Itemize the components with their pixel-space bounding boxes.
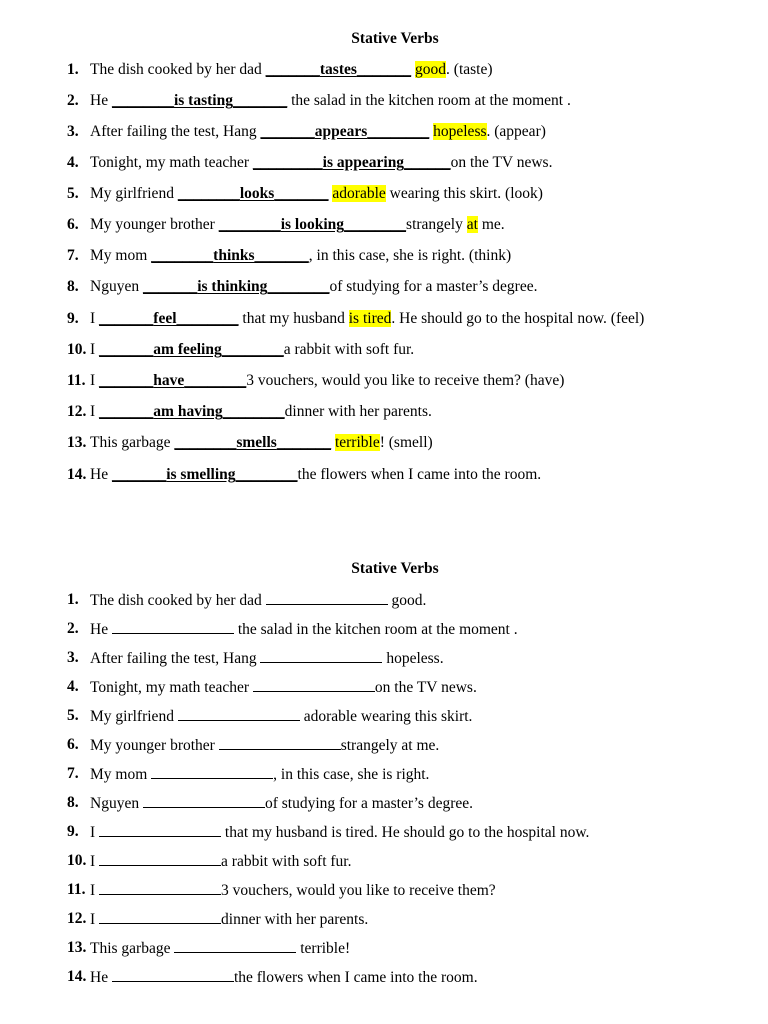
blank-trail: ________ bbox=[176, 309, 239, 327]
sentence-middle: 3 vouchers, would you like to receive them? (have) bbox=[246, 371, 565, 389]
worksheet-item bbox=[67, 677, 747, 706]
blank-lead: _______ bbox=[99, 309, 154, 327]
item-number: 6. bbox=[67, 736, 79, 753]
blank-lead: ________ bbox=[218, 216, 281, 233]
item-number: 2. bbox=[67, 620, 79, 637]
item-sentence bbox=[90, 822, 589, 843]
item-number: 5. bbox=[67, 707, 79, 724]
answer-key-item bbox=[67, 91, 747, 122]
item-sentence bbox=[90, 91, 571, 111]
answer-key-title: Stative Verbs bbox=[351, 30, 439, 47]
item-number: 9. bbox=[67, 823, 79, 840]
answer-blank bbox=[112, 466, 298, 483]
item-number: 7. bbox=[67, 247, 79, 265]
item-number: 11. bbox=[67, 371, 86, 389]
sentence-start: My mom bbox=[90, 247, 152, 265]
answer-blank[interactable] bbox=[174, 938, 296, 953]
worksheet-item bbox=[67, 648, 747, 677]
worksheet-item bbox=[67, 938, 747, 967]
blank-trail: ________ bbox=[267, 278, 330, 296]
item-sentence bbox=[90, 851, 351, 872]
sentence-start: My girlfriend bbox=[90, 185, 178, 202]
sentence-start: I bbox=[90, 853, 100, 870]
sentence-end: strangely at me. bbox=[340, 737, 440, 754]
blank-lead: _______ bbox=[99, 403, 154, 421]
worksheet-title: Stative Verbs bbox=[351, 560, 439, 577]
answer-blank[interactable] bbox=[151, 764, 273, 779]
sentence-start: He bbox=[90, 465, 112, 483]
sentence-start: This garbage bbox=[90, 940, 175, 957]
item-number: 13. bbox=[67, 939, 87, 956]
blank-trail: ______ bbox=[404, 154, 451, 171]
answer-key-item bbox=[67, 402, 747, 433]
sentence-middle: of studying for a master’s degree. bbox=[329, 278, 538, 296]
item-sentence bbox=[90, 764, 429, 785]
item-sentence bbox=[90, 215, 505, 235]
sentence-start: My younger brother bbox=[90, 216, 219, 233]
item-number: 14. bbox=[67, 968, 87, 985]
sentence-middle: a rabbit with soft fur. bbox=[283, 340, 415, 358]
answer-blank bbox=[174, 434, 331, 451]
item-number: 9. bbox=[67, 309, 79, 327]
answer-key-item bbox=[67, 153, 747, 184]
sentence-start: Tonight, my math teacher bbox=[90, 679, 253, 696]
item-sentence bbox=[90, 340, 414, 360]
blank-lead: _________ bbox=[252, 154, 323, 171]
sentence-end: terrible! bbox=[296, 940, 351, 957]
sentence-middle: , in this case, she is right. (think) bbox=[308, 247, 512, 265]
answer-text: am feeling bbox=[153, 340, 222, 358]
answer-text: looks bbox=[239, 185, 275, 202]
sentence-start: Tonight, my math teacher bbox=[90, 154, 253, 171]
blank-trail: ________ bbox=[367, 123, 430, 140]
answer-text: appears bbox=[314, 123, 368, 140]
blank-trail: ________ bbox=[222, 403, 285, 421]
item-number: 2. bbox=[67, 92, 79, 109]
sentence-start: Nguyen bbox=[90, 795, 143, 812]
item-sentence bbox=[90, 677, 477, 698]
sentence-end: on the TV news. bbox=[374, 679, 477, 696]
answer-key-item bbox=[67, 246, 747, 277]
answer-text: is looking bbox=[280, 216, 345, 233]
blank-lead: _______ bbox=[99, 371, 154, 389]
worksheet-item bbox=[67, 793, 747, 822]
sentence-end: wearing this skirt. (look) bbox=[385, 185, 543, 202]
answer-key-item bbox=[67, 309, 747, 340]
sentence-end: adorable wearing this skirt. bbox=[299, 708, 473, 725]
sentence-start: This garbage bbox=[90, 434, 175, 452]
sentence-middle: the flowers when I came into the room. bbox=[297, 465, 542, 483]
answer-blank bbox=[260, 123, 429, 140]
item-sentence bbox=[90, 938, 350, 959]
blank-trail: _______ bbox=[356, 61, 412, 78]
blank-trail: _______ bbox=[254, 247, 309, 265]
answer-key-item bbox=[67, 122, 747, 153]
sentence-end: good. bbox=[387, 592, 427, 609]
answer-key-item bbox=[67, 60, 747, 91]
worksheet-item bbox=[67, 880, 747, 909]
sentence-end: a rabbit with soft fur. bbox=[221, 853, 352, 870]
item-sentence bbox=[90, 309, 644, 329]
sentence-end: ! (smell) bbox=[379, 434, 433, 452]
blank-trail: ________ bbox=[221, 340, 284, 358]
answer-blank[interactable] bbox=[99, 822, 221, 837]
answer-text: is appearing bbox=[322, 154, 405, 171]
sentence-end: 3 vouchers, would you like to receive them? bbox=[221, 882, 496, 899]
answer-blank bbox=[99, 341, 284, 358]
item-number: 13. bbox=[67, 434, 87, 452]
item-sentence bbox=[90, 246, 511, 266]
item-number: 8. bbox=[67, 794, 79, 811]
sentence-start: The dish cooked by her dad bbox=[90, 61, 266, 78]
answer-blank[interactable] bbox=[99, 851, 221, 866]
sentence-start: I bbox=[90, 371, 100, 389]
item-sentence bbox=[90, 122, 546, 142]
sentence-start: After failing the test, Hang bbox=[90, 123, 261, 140]
blank-trail: _______ bbox=[274, 185, 329, 202]
answer-key-item bbox=[67, 340, 747, 371]
item-sentence bbox=[90, 706, 472, 727]
answer-blank[interactable] bbox=[112, 967, 234, 982]
answer-blank[interactable] bbox=[260, 648, 382, 663]
answer-key-item bbox=[67, 215, 747, 246]
answer-text: am having bbox=[153, 403, 223, 421]
sentence-start: My younger brother bbox=[90, 737, 219, 754]
blank-lead: _______ bbox=[265, 61, 320, 78]
sentence-middle: the salad in the kitchen room at the moment . bbox=[287, 92, 571, 109]
answer-blank[interactable] bbox=[266, 590, 388, 605]
sentence-end: me. bbox=[477, 216, 505, 233]
sentence-start: My girlfriend bbox=[90, 708, 178, 725]
sentence-end: hopeless. bbox=[382, 650, 444, 667]
sentence-end: , in this case, she is right. bbox=[273, 766, 430, 783]
item-sentence bbox=[90, 880, 496, 901]
answer-blank[interactable] bbox=[178, 706, 300, 721]
answer-text: have bbox=[153, 371, 185, 389]
item-sentence bbox=[90, 648, 444, 669]
worksheet-item bbox=[67, 735, 747, 764]
worksheet-item bbox=[67, 764, 747, 793]
answer-blank[interactable] bbox=[143, 793, 265, 808]
sentence-start: I bbox=[90, 824, 100, 841]
answer-blank bbox=[99, 372, 246, 389]
sentence-start: I bbox=[90, 403, 100, 421]
sentence-end: of studying for a master’s degree. bbox=[264, 795, 473, 812]
item-sentence bbox=[90, 371, 564, 391]
worksheet-item bbox=[67, 851, 747, 880]
worksheet-item bbox=[67, 619, 747, 648]
item-number: 3. bbox=[67, 123, 79, 140]
answer-text: is smelling bbox=[166, 465, 236, 483]
item-number: 10. bbox=[67, 340, 87, 358]
sentence-end: dinner with her parents. bbox=[221, 911, 369, 928]
answer-key-item bbox=[67, 371, 747, 402]
item-number: 7. bbox=[67, 765, 79, 782]
blank-lead: ________ bbox=[177, 185, 240, 202]
answer-key-item bbox=[67, 277, 747, 308]
highlighted-word: is tired bbox=[348, 309, 392, 327]
worksheet-list bbox=[67, 590, 747, 996]
worksheet-item bbox=[67, 909, 747, 938]
worksheet-item bbox=[67, 706, 747, 735]
sentence-start: I bbox=[90, 309, 100, 327]
worksheet-item bbox=[67, 822, 747, 851]
item-number: 1. bbox=[67, 61, 79, 78]
answer-text: feel bbox=[153, 309, 177, 327]
item-sentence bbox=[90, 793, 473, 814]
answer-text: thinks bbox=[213, 247, 255, 265]
answer-blank bbox=[151, 247, 309, 264]
blank-trail: ________ bbox=[344, 216, 407, 233]
item-sentence bbox=[90, 184, 543, 204]
worksheet-item bbox=[67, 590, 747, 619]
answer-key-list bbox=[67, 60, 747, 496]
highlighted-word: adorable bbox=[332, 185, 386, 202]
blank-lead: _______ bbox=[260, 123, 315, 140]
blank-trail: ________ bbox=[235, 465, 298, 483]
item-sentence bbox=[90, 619, 518, 640]
sentence-end: . He should go to the hospital now. (feel) bbox=[391, 309, 645, 327]
item-sentence bbox=[90, 60, 493, 80]
item-sentence bbox=[90, 277, 537, 297]
sentence-end: that my husband is tired. He should go to the hospital now. bbox=[221, 824, 590, 841]
blank-trail: _______ bbox=[276, 434, 332, 452]
item-number: 11. bbox=[67, 881, 86, 898]
sentence-middle: dinner with her parents. bbox=[284, 403, 432, 421]
item-number: 3. bbox=[67, 649, 79, 666]
item-number: 4. bbox=[67, 154, 79, 171]
sentence-start: The dish cooked by her dad bbox=[90, 592, 266, 609]
answer-blank bbox=[99, 403, 285, 420]
sentence-start: I bbox=[90, 882, 100, 899]
item-sentence bbox=[90, 433, 433, 453]
sentence-middle: strangely bbox=[406, 216, 467, 233]
sentence-end: the flowers when I came into the room. bbox=[233, 969, 478, 986]
blank-lead: ________ bbox=[174, 434, 237, 452]
answer-key-item bbox=[67, 465, 747, 496]
sentence-start: Nguyen bbox=[90, 278, 143, 296]
item-sentence bbox=[90, 153, 552, 173]
blank-lead: ________ bbox=[151, 247, 214, 265]
blank-trail: _______ bbox=[232, 92, 288, 109]
sentence-start: He bbox=[90, 969, 112, 986]
item-number: 12. bbox=[67, 910, 87, 927]
answer-blank bbox=[253, 154, 451, 171]
item-sentence bbox=[90, 465, 541, 485]
answer-blank bbox=[112, 92, 287, 109]
blank-lead: _______ bbox=[142, 278, 198, 296]
answer-blank bbox=[219, 216, 406, 233]
worksheet-item bbox=[67, 967, 747, 996]
item-number: 5. bbox=[67, 185, 79, 202]
answer-blank bbox=[143, 278, 329, 295]
blank-lead: _______ bbox=[99, 340, 154, 358]
highlighted-word: terrible bbox=[334, 434, 380, 452]
blank-trail: ________ bbox=[184, 371, 247, 389]
answer-key-item bbox=[67, 184, 747, 215]
sentence-start: I bbox=[90, 911, 100, 928]
blank-lead: ________ bbox=[111, 92, 174, 109]
sentence-end: . (appear) bbox=[486, 123, 546, 140]
sentence-middle: that my husband bbox=[238, 309, 349, 327]
blank-lead: _______ bbox=[111, 465, 167, 483]
answer-blank[interactable] bbox=[112, 619, 234, 634]
answer-text: smells bbox=[236, 434, 277, 452]
answer-blank[interactable] bbox=[253, 677, 375, 692]
sentence-start: I bbox=[90, 340, 100, 358]
sentence-start: My mom bbox=[90, 766, 152, 783]
item-number: 8. bbox=[67, 278, 79, 296]
item-sentence bbox=[90, 402, 432, 422]
answer-key-item bbox=[67, 433, 747, 464]
item-number: 12. bbox=[67, 403, 87, 421]
item-sentence bbox=[90, 967, 478, 988]
item-number: 1. bbox=[67, 591, 79, 608]
answer-blank[interactable] bbox=[219, 735, 341, 750]
answer-blank bbox=[178, 185, 329, 202]
sentence-start: He bbox=[90, 92, 112, 109]
item-number: 6. bbox=[67, 216, 79, 233]
highlighted-word: good bbox=[415, 61, 447, 78]
answer-blank bbox=[99, 310, 238, 327]
item-sentence bbox=[90, 909, 368, 930]
answer-blank[interactable] bbox=[99, 909, 221, 924]
sentence-end: . (taste) bbox=[446, 61, 493, 78]
item-number: 4. bbox=[67, 678, 79, 695]
answer-blank[interactable] bbox=[99, 880, 221, 895]
item-number: 14. bbox=[67, 465, 87, 483]
highlighted-word: hopeless bbox=[433, 123, 487, 140]
answer-blank bbox=[266, 61, 412, 78]
answer-text: is tasting bbox=[173, 92, 233, 109]
highlighted-word: at bbox=[466, 216, 478, 233]
sentence-end: the salad in the kitchen room at the moment . bbox=[233, 621, 518, 638]
sentence-middle: on the TV news. bbox=[450, 154, 553, 171]
item-sentence bbox=[90, 590, 426, 611]
item-sentence bbox=[90, 735, 439, 756]
answer-text: is thinking bbox=[197, 278, 268, 296]
item-number: 10. bbox=[67, 852, 87, 869]
sentence-start: He bbox=[90, 621, 112, 638]
sentence-start: After failing the test, Hang bbox=[90, 650, 261, 667]
answer-text: tastes bbox=[319, 61, 357, 78]
